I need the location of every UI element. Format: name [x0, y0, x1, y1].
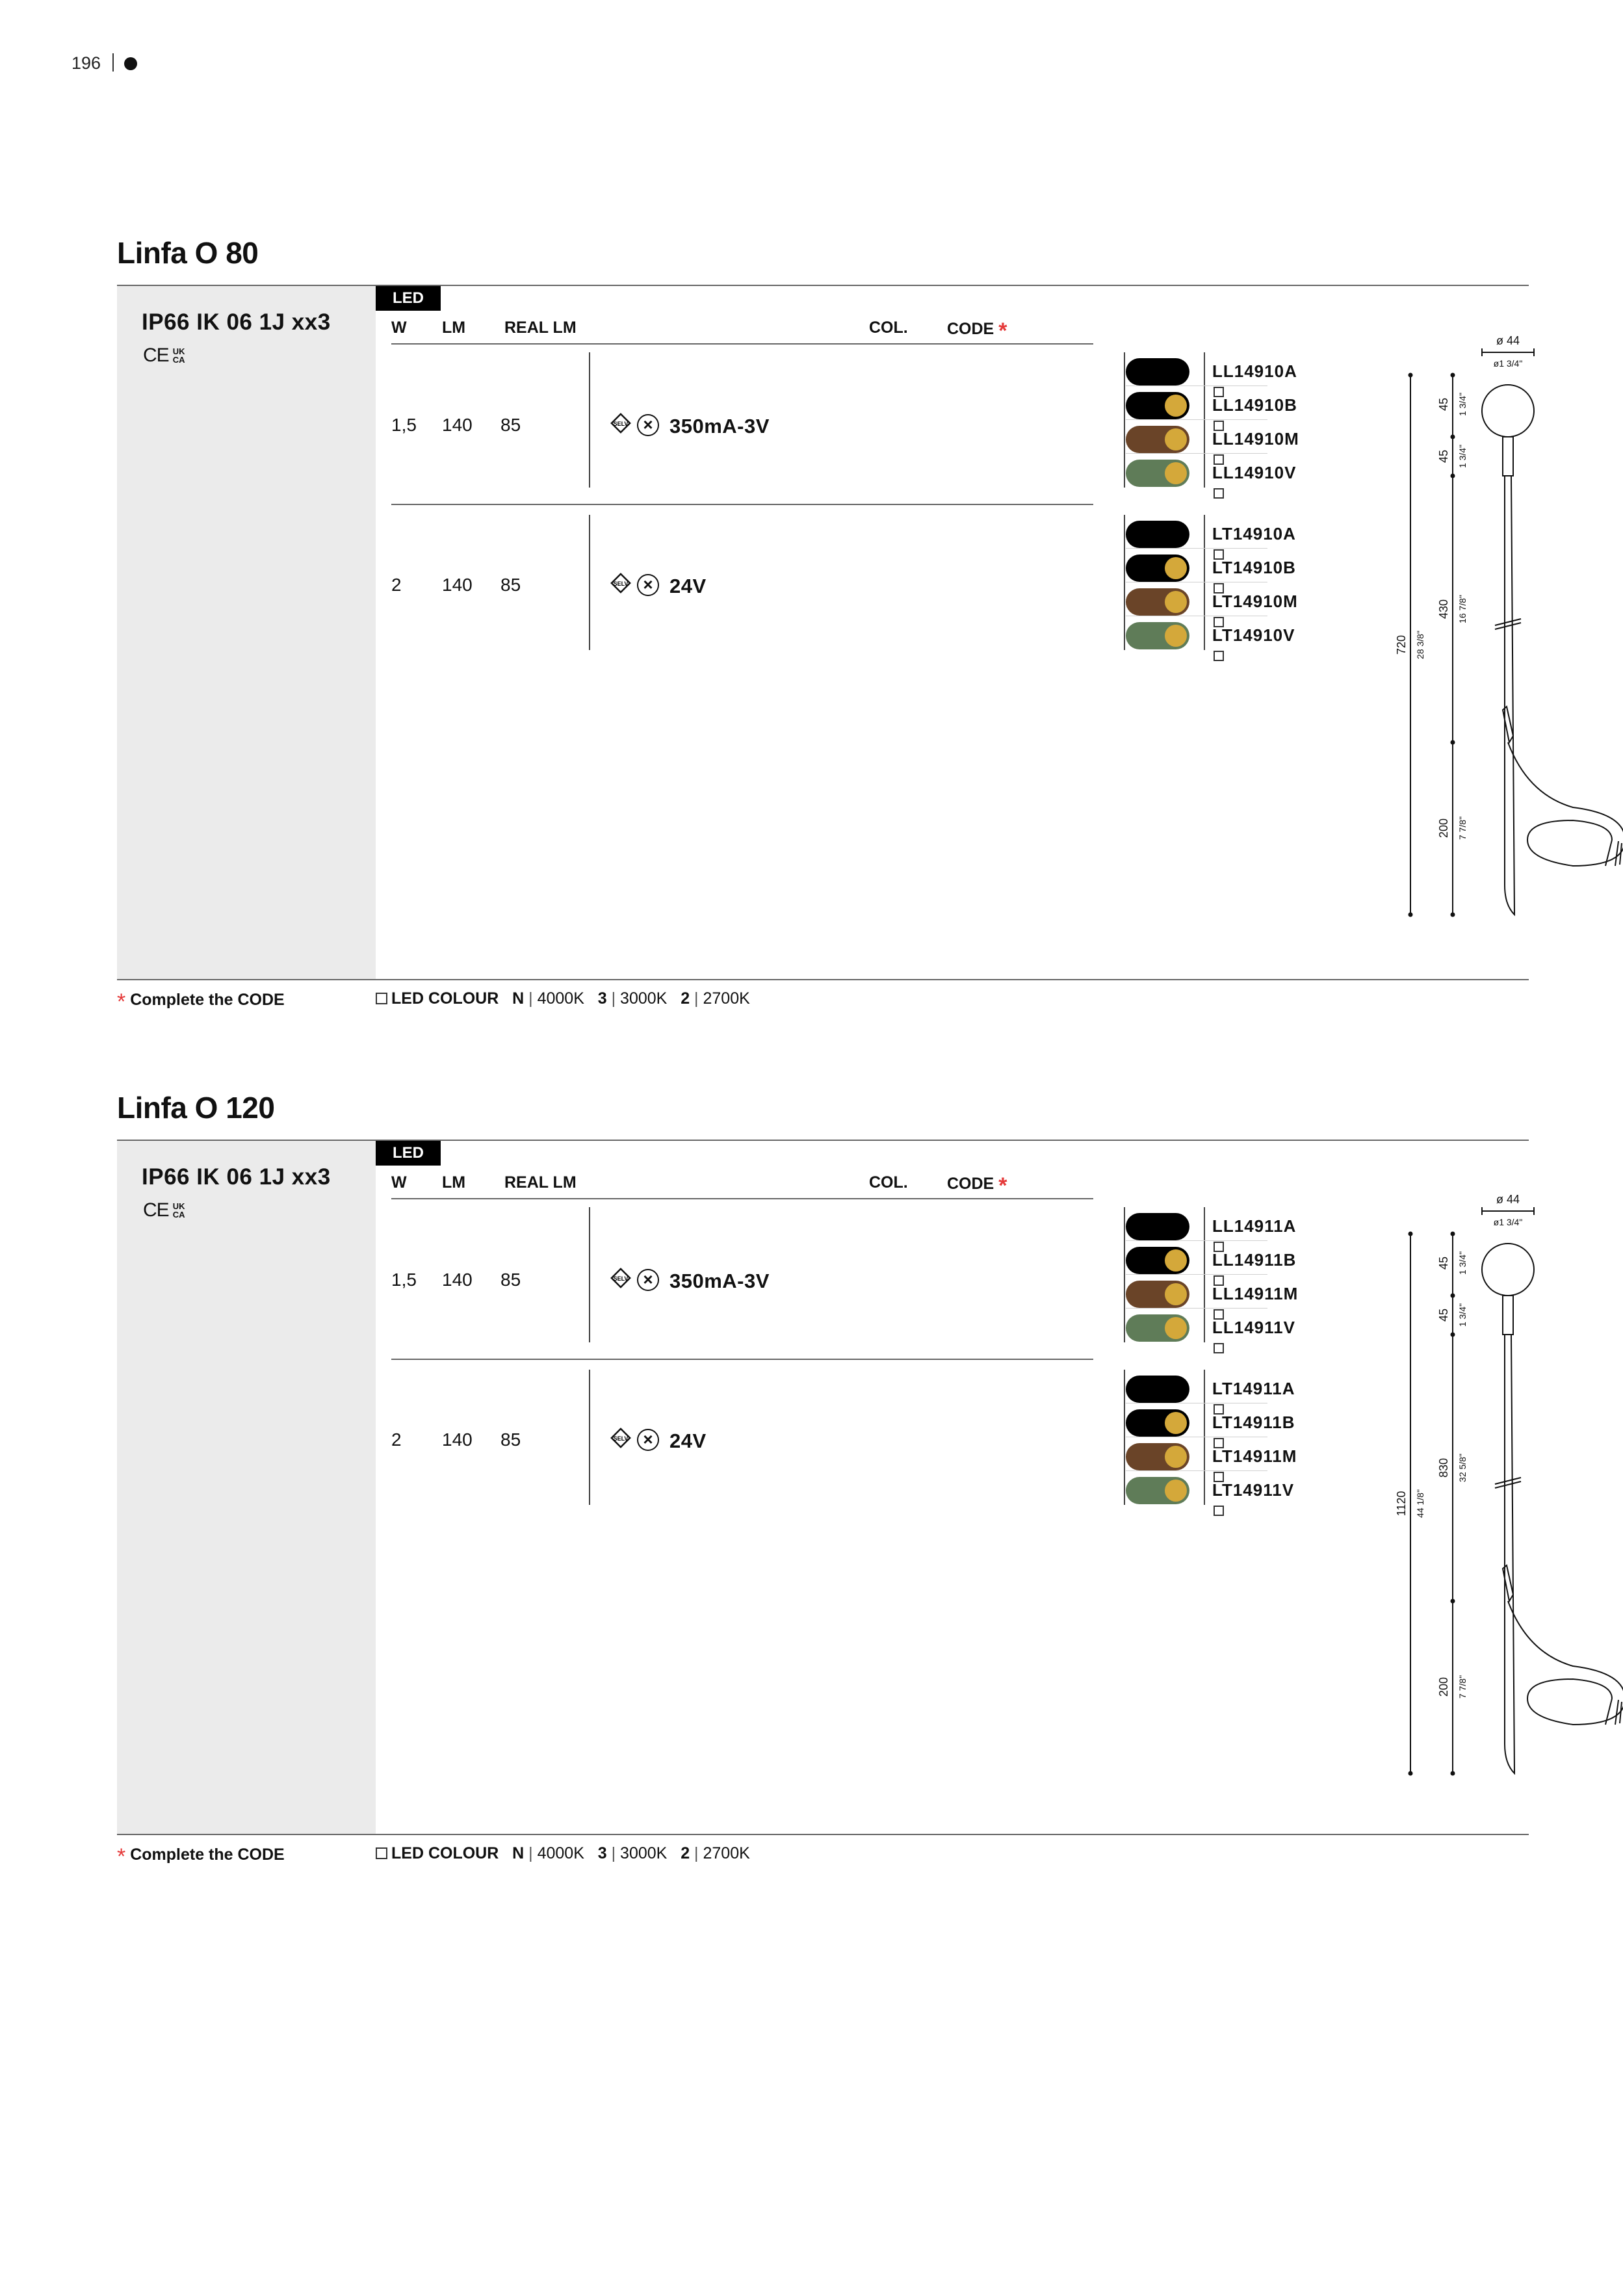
option-separator: | — [694, 989, 699, 1008]
header-lm: LM — [442, 319, 466, 337]
value-lm: 140 — [442, 575, 473, 595]
section-bottom-rule — [117, 1834, 1529, 1835]
product-code-text: LL14911M — [1212, 1284, 1299, 1303]
value-w: 1,5 — [391, 1270, 417, 1290]
code-row — [391, 549, 1296, 582]
colour-swatch-black-brass — [1126, 1247, 1189, 1274]
code-row — [391, 582, 1298, 616]
variant-group — [391, 515, 1298, 650]
certification-marks — [143, 345, 191, 367]
independent-driver-icon: × — [637, 1429, 659, 1451]
colour-swatch-brown-brass — [1126, 426, 1189, 453]
colour-swatch-black — [1126, 358, 1189, 385]
independent-driver-icon: × — [637, 574, 659, 596]
product-code-text: LT14910B — [1212, 558, 1296, 577]
product-code-text: LL14911A — [1212, 1216, 1297, 1236]
spec-panel — [117, 286, 376, 979]
brass-knob-icon — [1165, 557, 1187, 579]
colour-swatch-brown-brass — [1126, 1281, 1189, 1308]
code-placeholder-box — [376, 1847, 387, 1859]
ukca-mark-icon: UK CA — [172, 346, 185, 365]
product-code-text: LL14911B — [1212, 1250, 1297, 1270]
option-key: 2 — [681, 989, 690, 1008]
group-rule — [391, 1359, 1093, 1360]
option-separator: | — [694, 1844, 699, 1862]
product-code-text: LT14911M — [1212, 1446, 1297, 1466]
product-section-linfa-o-80 — [117, 235, 1529, 1015]
total-height-in-label: 44 1/8" — [1415, 1489, 1425, 1518]
colour-swatch-green-brass — [1126, 622, 1189, 649]
required-star-icon: * — [117, 1844, 126, 1869]
total-height-in-label: 28 3/8" — [1415, 631, 1425, 659]
option-key: 3 — [597, 989, 607, 1008]
group-rule — [391, 504, 1093, 505]
option-value: 3000K — [620, 989, 668, 1008]
colour-swatch-green-brass — [1126, 1477, 1189, 1504]
value-real-lm: 85 — [500, 1429, 521, 1450]
value-real-lm: 85 — [500, 415, 521, 435]
brass-knob-icon — [1165, 1480, 1187, 1502]
technical-drawing — [1222, 326, 1623, 976]
driver-label: 24V — [669, 1429, 707, 1452]
code-column-divider — [1204, 1370, 1205, 1505]
product-code-text: LL14910M — [1212, 429, 1299, 449]
header-rule — [391, 1198, 1093, 1199]
header-w: W — [391, 1173, 407, 1192]
code-column-divider — [1204, 1207, 1205, 1342]
color-column-divider — [1124, 515, 1125, 650]
colour-swatch-brown-brass — [1126, 588, 1189, 616]
code-row — [391, 1471, 1295, 1505]
diameter-mm-label: ø 44 — [1496, 1193, 1520, 1206]
segment4-in-label: 7 7/8" — [1457, 816, 1468, 841]
required-star-icon: * — [998, 319, 1007, 343]
brass-knob-icon — [1165, 1317, 1187, 1339]
code-row — [391, 420, 1299, 454]
segment1-mm-label: 45 — [1437, 1256, 1450, 1270]
led-badge: LED — [376, 1141, 441, 1166]
color-column-divider — [1124, 1207, 1125, 1342]
colour-swatch-black-brass — [1126, 1409, 1189, 1437]
svg-text:SELV: SELV — [613, 581, 629, 587]
product-code-text: LT14911B — [1212, 1413, 1295, 1432]
product-code-text: LL14911V — [1212, 1318, 1295, 1337]
value-w: 1,5 — [391, 415, 417, 435]
option-value: 2700K — [703, 1844, 750, 1862]
segment2-in-label: 1 3/4" — [1457, 1303, 1468, 1327]
colour-swatch-black-brass — [1126, 392, 1189, 419]
value-real-lm: 85 — [500, 1270, 521, 1290]
segment2-mm-label: 45 — [1437, 1308, 1450, 1322]
color-column-divider — [1124, 1370, 1125, 1505]
header-real-lm: REAL LM — [504, 1173, 577, 1192]
value-lm: 140 — [442, 1429, 473, 1450]
code-column-divider — [1204, 352, 1205, 488]
option-key: N — [512, 1844, 525, 1862]
option-separator: | — [528, 1844, 533, 1862]
page-number-divider — [112, 53, 114, 72]
product-code-text: LT14911V — [1212, 1480, 1295, 1500]
total-height-mm-label: 720 — [1395, 634, 1408, 655]
segment1-in-label: 1 3/4" — [1457, 1251, 1468, 1275]
variant-group — [391, 1207, 1299, 1342]
driver-label: 24V — [669, 575, 707, 597]
colour-swatch-black — [1126, 1376, 1189, 1403]
svg-text:SELV: SELV — [613, 1435, 629, 1442]
diameter-mm-label: ø 44 — [1496, 334, 1520, 347]
code-row — [391, 616, 1295, 650]
option-separator: | — [528, 989, 533, 1008]
code-row — [391, 1241, 1297, 1275]
code-row — [391, 1370, 1295, 1403]
diameter-in-label: ø1 3/4" — [1493, 358, 1523, 369]
segment3-in-label: 16 7/8" — [1457, 595, 1468, 623]
value-w: 2 — [391, 575, 402, 595]
ukca-mark-icon: UK CA — [172, 1201, 185, 1220]
led-badge: LED — [376, 286, 441, 311]
page-number-text: 196 — [71, 53, 101, 73]
driver-label: 350mA-3V — [669, 415, 770, 437]
code-row — [391, 386, 1297, 420]
option-separator: | — [611, 1844, 616, 1862]
color-column-divider — [1124, 352, 1125, 488]
header-code — [947, 319, 1007, 344]
segment3-mm-label: 830 — [1437, 1457, 1450, 1478]
colour-swatch-green-brass — [1126, 460, 1189, 487]
code-row — [391, 1207, 1297, 1241]
product-code-text: LL14910A — [1212, 361, 1297, 381]
value-real-lm: 85 — [500, 575, 521, 595]
value-lm: 140 — [442, 415, 473, 435]
header-w: W — [391, 319, 407, 337]
footer-complete-code — [117, 989, 285, 1015]
variant-group — [391, 352, 1299, 488]
independent-driver-icon: × — [637, 1269, 659, 1291]
led-colour-label: LED COLOUR — [391, 1844, 499, 1862]
product-section-linfa-o-120 — [117, 1090, 1529, 1870]
option-value: 4000K — [537, 1844, 584, 1862]
section-title: Linfa O 80 — [117, 236, 259, 270]
ip-rating: IP66 IK 06 1J xx3 — [142, 1164, 331, 1190]
independent-driver-icon: × — [637, 414, 659, 436]
certification-marks — [143, 1199, 191, 1221]
header-code — [947, 1173, 1007, 1199]
section-bottom-rule — [117, 979, 1529, 980]
header-col: COL. — [869, 1173, 908, 1192]
spec-panel — [117, 1141, 376, 1834]
bullet-icon — [124, 57, 137, 70]
brass-knob-icon — [1165, 1283, 1187, 1305]
code-row — [391, 1309, 1295, 1342]
colour-swatch-green-brass — [1126, 1314, 1189, 1342]
code-row — [391, 515, 1296, 549]
footer-led-colour — [376, 1844, 750, 1863]
option-key: 2 — [681, 1844, 690, 1862]
code-row — [391, 1403, 1295, 1437]
segment3-in-label: 32 5/8" — [1457, 1454, 1468, 1482]
product-code-text: LL14910B — [1212, 395, 1297, 415]
led-colour-label: LED COLOUR — [391, 989, 499, 1008]
value-lm: 140 — [442, 1270, 473, 1290]
ip-rating: IP66 IK 06 1J xx3 — [142, 309, 331, 335]
technical-drawing — [1222, 1185, 1623, 1835]
header-rule — [391, 343, 1093, 345]
segment1-in-label: 1 3/4" — [1457, 392, 1468, 417]
colour-swatch-brown-brass — [1126, 1443, 1189, 1470]
product-code-text: LT14911A — [1212, 1379, 1295, 1398]
value-w: 2 — [391, 1429, 402, 1450]
colour-swatch-black — [1126, 521, 1189, 548]
segment2-in-label: 1 3/4" — [1457, 444, 1468, 469]
section-title: Linfa O 120 — [117, 1091, 275, 1125]
svg-text:SELV: SELV — [613, 421, 629, 427]
code-row — [391, 1275, 1299, 1309]
brass-knob-icon — [1165, 1249, 1187, 1272]
product-code-text: LL14910V — [1212, 463, 1297, 482]
diameter-in-label: ø1 3/4" — [1493, 1217, 1523, 1227]
code-placeholder-box — [376, 993, 387, 1004]
complete-code-label: Complete the CODE — [130, 991, 285, 1009]
brass-knob-icon — [1165, 591, 1187, 613]
footer-led-colour — [376, 989, 750, 1008]
colour-swatch-black-brass — [1126, 554, 1189, 582]
code-column-divider — [1204, 515, 1205, 650]
driver-label: 350mA-3V — [669, 1270, 770, 1292]
code-row — [391, 1437, 1297, 1471]
page-number — [71, 53, 137, 73]
brass-knob-icon — [1165, 428, 1187, 450]
segment4-mm-label: 200 — [1437, 1676, 1450, 1697]
header-code-label: CODE — [947, 1175, 994, 1193]
code-row — [391, 352, 1297, 386]
complete-code-label: Complete the CODE — [130, 1846, 285, 1864]
product-code-text: LT14910A — [1212, 524, 1296, 543]
colour-swatch-black — [1126, 1213, 1189, 1240]
option-key: N — [512, 989, 525, 1008]
svg-text:SELV: SELV — [613, 1275, 629, 1282]
brass-knob-icon — [1165, 462, 1187, 484]
header-real-lm: REAL LM — [504, 319, 577, 337]
option-key: 3 — [597, 1844, 607, 1862]
brass-knob-icon — [1165, 625, 1187, 647]
header-code-label: CODE — [947, 320, 994, 338]
brass-knob-icon — [1165, 395, 1187, 417]
total-height-mm-label: 1120 — [1395, 1491, 1408, 1517]
segment2-mm-label: 45 — [1437, 449, 1450, 463]
product-code-text: LT14910V — [1212, 625, 1295, 645]
segment4-in-label: 7 7/8" — [1457, 1675, 1468, 1699]
option-value: 2700K — [703, 989, 750, 1008]
segment3-mm-label: 430 — [1437, 599, 1450, 620]
variant-group — [391, 1370, 1297, 1505]
brass-knob-icon — [1165, 1412, 1187, 1434]
option-separator: | — [611, 989, 616, 1008]
option-value: 3000K — [620, 1844, 668, 1862]
required-star-icon: * — [998, 1173, 1007, 1198]
code-row — [391, 454, 1297, 488]
segment4-mm-label: 200 — [1437, 818, 1450, 839]
product-code-text: LT14910M — [1212, 592, 1298, 611]
required-star-icon: * — [117, 989, 126, 1014]
segment1-mm-label: 45 — [1437, 397, 1450, 411]
header-col: COL. — [869, 319, 908, 337]
ce-mark-icon: CE — [143, 1199, 169, 1221]
brass-knob-icon — [1165, 1446, 1187, 1468]
header-lm: LM — [442, 1173, 466, 1192]
footer-complete-code — [117, 1844, 285, 1870]
ce-mark-icon: CE — [143, 345, 169, 366]
option-value: 4000K — [537, 989, 584, 1008]
